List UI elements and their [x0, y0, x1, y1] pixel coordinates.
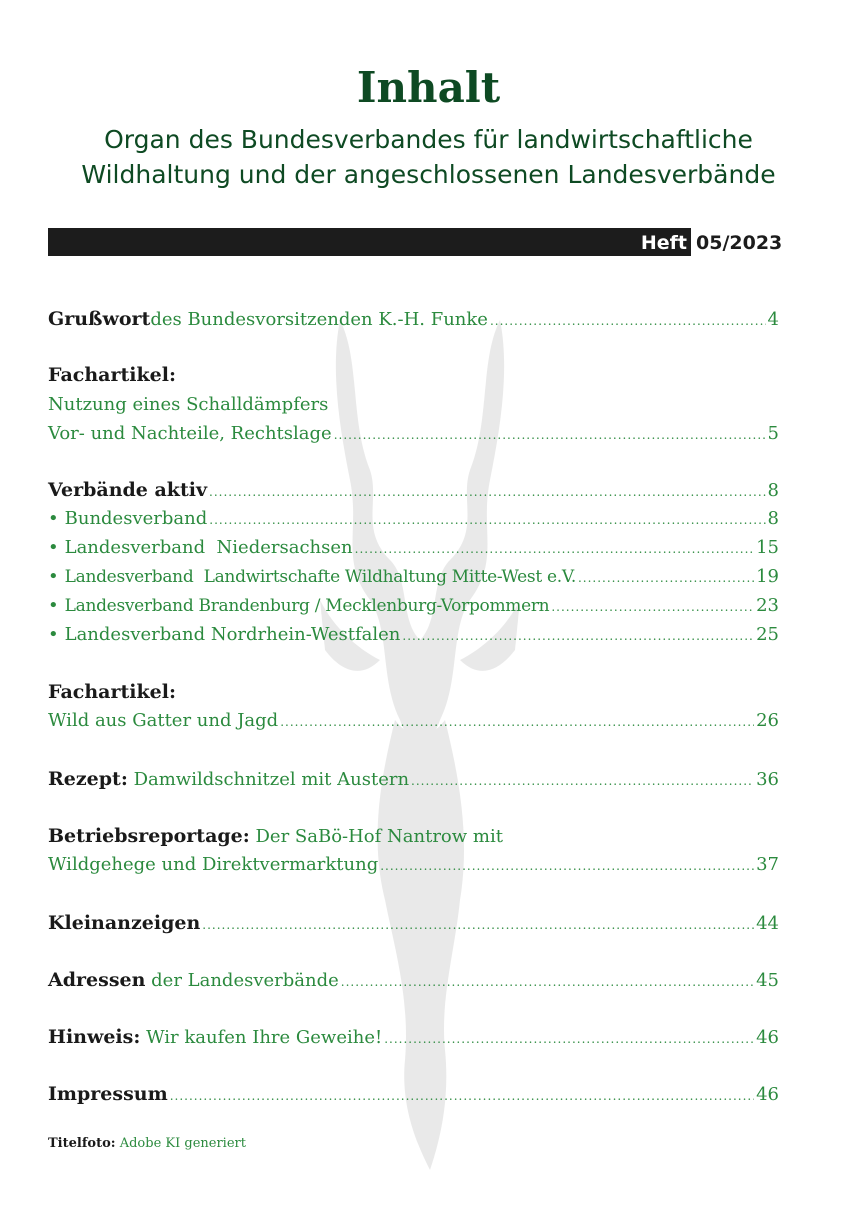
toc-text: :: [168, 364, 176, 386]
leader-dots: [551, 594, 754, 620]
bullet-icon: •: [48, 624, 59, 645]
leader-dots: [490, 308, 766, 334]
toc-text: Bundesverband: [64, 508, 208, 529]
bullet-icon: •: [48, 595, 59, 616]
toc-entry-betriebsreportage-line2[interactable]: [48, 852, 779, 878]
leader-dots: [170, 1083, 754, 1109]
leader-dots: [380, 853, 754, 879]
toc-text: Damwildschnitzel mit Austern: [127, 769, 410, 790]
leader-dots: [209, 507, 765, 533]
page-subtitle: [0, 122, 857, 192]
toc-page: 25: [756, 624, 779, 645]
toc-lead: Rezept:: [48, 768, 128, 790]
photo-credit: [48, 1135, 246, 1153]
leader-dots: [209, 479, 766, 505]
toc-text: Der SaBö-Hof Nantrow mit: [249, 826, 503, 847]
toc-page: 46: [756, 1084, 779, 1105]
toc-page: 26: [756, 710, 779, 731]
toc-text: Landesverband Landwirtschafte Wildhaltung Mitte-West e.V.: [64, 567, 576, 587]
toc-text: Landesverband Brandenburg / Mecklenburg-Vorpommern: [64, 596, 550, 616]
leader-dots: [402, 623, 754, 649]
toc-lead: Betriebsreportage:: [48, 825, 250, 847]
photo-credit-text: Adobe KI generiert: [115, 1136, 246, 1151]
page-title: Inhalt: [356, 63, 501, 112]
toc-lead: Verbände aktiv: [48, 479, 208, 501]
leader-dots: [355, 536, 754, 562]
toc-page: 45: [756, 970, 779, 991]
toc-text: des Bundesvorsitzenden K.-H. Funke: [150, 309, 488, 330]
toc-entry-adressen[interactable]: [48, 967, 779, 993]
toc-page: 36: [756, 769, 779, 790]
toc-entry-niedersachsen[interactable]: [48, 535, 779, 561]
toc-entry-schalldaempfer-line2[interactable]: [48, 421, 779, 447]
toc-page: 19: [756, 566, 779, 587]
toc-text: :: [168, 681, 176, 703]
toc-text: der Landesverbände: [145, 970, 339, 991]
toc-page: 44: [756, 913, 779, 934]
leader-dots: [202, 912, 754, 938]
toc-page: 8: [767, 508, 779, 529]
photo-credit-label: Titelfoto:: [48, 1136, 116, 1151]
bullet-icon: •: [48, 566, 59, 587]
leader-dots: [341, 969, 754, 995]
toc-lead: Kleinanzeigen: [48, 912, 201, 934]
bullet-icon: •: [48, 508, 59, 529]
toc-page: 8: [767, 480, 779, 501]
toc-entry-schalldaempfer-line1[interactable]: [48, 392, 779, 418]
toc-entry-grusswort[interactable]: [48, 306, 779, 332]
toc-text: Nutzung eines Schalldämpfers: [48, 394, 329, 415]
subtitle-line-1: Organ des Bundesverbandes für landwirtschaftliche: [104, 125, 753, 154]
leader-dots: [280, 709, 754, 735]
toc-lead: Adressen: [48, 969, 146, 991]
toc-entry-bundesverband[interactable]: [48, 506, 779, 532]
toc-lead: Fachartikel: [48, 681, 169, 703]
toc-lead: Impressum: [48, 1083, 168, 1105]
toc-heading-fachartikel-2: [48, 679, 779, 705]
toc-entry-rezept[interactable]: [48, 766, 779, 792]
toc-entry-betriebsreportage-line1[interactable]: [48, 823, 779, 849]
bullet-icon: •: [48, 537, 59, 558]
subtitle-line-2: Wildhaltung und der angeschlossenen Landesverbände: [81, 160, 776, 189]
leader-dots: [384, 1026, 754, 1052]
toc-page: 15: [756, 537, 779, 558]
toc-entry-verbaende-aktiv[interactable]: [48, 477, 779, 503]
toc-lead: Grußwort: [48, 308, 151, 330]
leader-dots: [334, 422, 766, 448]
toc-entry-wild-gatter-jagd[interactable]: [48, 708, 779, 734]
toc-entry-hinweis[interactable]: [48, 1024, 779, 1050]
toc-page: 46: [756, 1027, 779, 1048]
toc-lead: Hinweis:: [48, 1026, 141, 1048]
leader-dots: [578, 565, 754, 591]
toc-text: Vor- und Nachteile, Rechtslage: [48, 423, 332, 444]
leader-dots: [411, 768, 754, 794]
toc-text: Landesverband Nordrhein-Westfalen: [64, 624, 401, 645]
toc-entry-nrw[interactable]: [48, 622, 779, 648]
toc-page: 5: [767, 423, 779, 444]
toc-text: Wir kaufen Ihre Geweihe!: [140, 1027, 383, 1048]
issue-number: 05/2023: [696, 232, 783, 254]
toc-text: Wildgehege und Direktvermarktung: [48, 854, 379, 875]
toc-entry-impressum[interactable]: [48, 1081, 779, 1107]
toc-text: Wild aus Gatter und Jagd: [48, 710, 279, 731]
toc-page: 4: [767, 309, 779, 330]
toc-entry-mitte-west[interactable]: [48, 564, 779, 590]
toc-page: 37: [756, 854, 779, 875]
toc-page: 23: [756, 595, 779, 616]
toc-text: Landesverband Niedersachsen: [64, 537, 353, 558]
toc-heading-fachartikel-1: [48, 362, 779, 388]
toc-lead: Fachartikel: [48, 364, 169, 386]
toc-entry-kleinanzeigen[interactable]: [48, 910, 779, 936]
heft-label: Heft: [640, 232, 687, 254]
toc-entry-brandenburg[interactable]: [48, 593, 779, 619]
